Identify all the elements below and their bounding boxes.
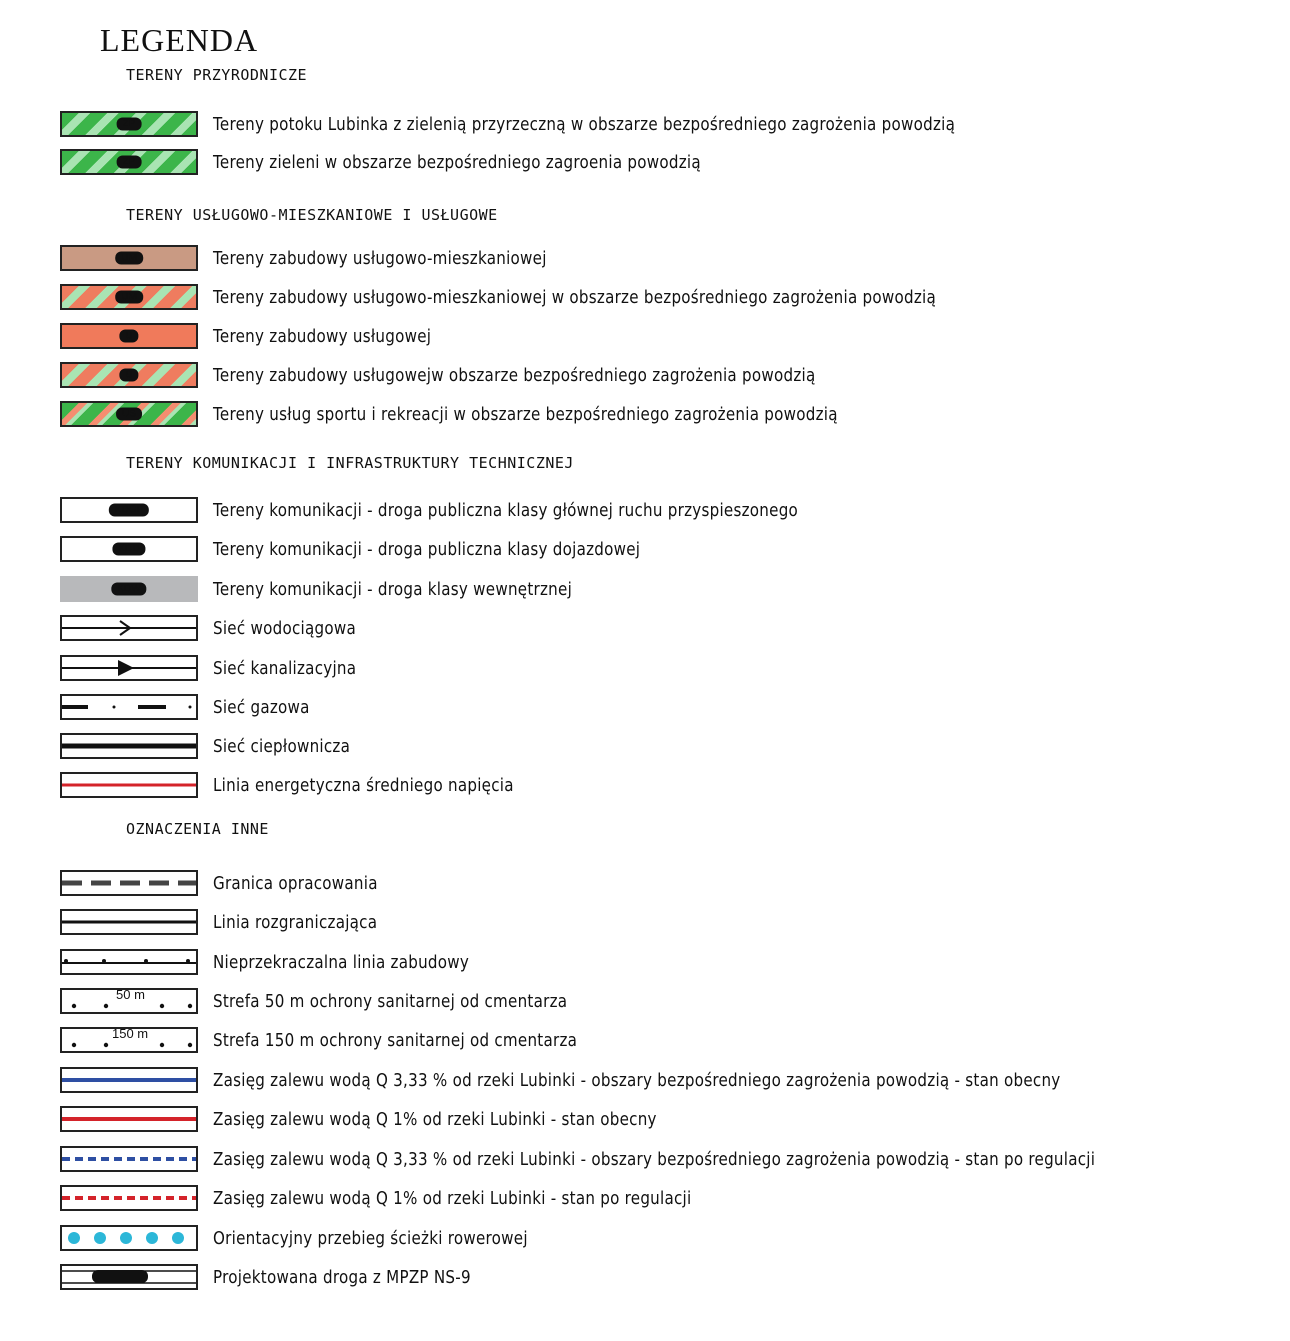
code-label: U [119,369,138,382]
legend-label: Orientacyjny przebieg ścieżki rowerowej [213,1227,528,1249]
salmon-swatch [60,245,198,271]
code-label: UM [115,252,143,265]
section-heading-inne: OZNACZENIA INNE [126,820,269,838]
red-dashed-line-symbol [60,1185,198,1211]
legend-item-demarcation [60,908,409,936]
legend-item-planned-road [60,1263,520,1291]
building-line-symbol [60,949,198,975]
white-road-swatch [60,536,198,562]
legend-label: Granica opracowania [213,872,378,894]
section-heading-komunikacja: TERENY KOMUNIKACJI I INFRASTRUKTURY TECHNICZNEJ [126,454,574,472]
legend-label: Tereny zabudowy usługowejw obszarze bezpośredniego zagrożenia powodzią [213,364,816,386]
legend-label: Tereny usług sportu i rekreacji w obszarze bezpośredniego zagrożenia powodzią [213,403,838,425]
legend-item-boundary [60,869,409,897]
blue-dashed-line-symbol [60,1146,198,1172]
water-network-symbol [60,615,198,641]
legend-item-flood-1-current [60,1105,741,1133]
legend-label: Zasięg zalewu wodą Q 3,33 % od rzeki Lubinki - obszary bezpośredniego zagrożenia powodzią - stan po regulacji [213,1148,1096,1170]
legend-item-flood-1-regulated [60,1184,783,1212]
planned-road-symbol [60,1264,198,1290]
code-label: ZP [117,156,142,169]
legend-label: Sieć kanalizacyjna [213,657,357,679]
legend-label: Zasięg zalewu wodą Q 1% od rzeki Lubinki - stan obecny [213,1108,657,1130]
green-hatch-swatch [60,149,198,175]
legend-item-um [60,244,610,272]
legend-label: Zasięg zalewu wodą Q 1% od rzeki Lubinki - stan po regulacji [213,1187,692,1209]
code-label: KDD [112,543,145,556]
legend-label: Tereny komunikacji - droga publiczna klasy głównej ruchu przyspieszonego [213,499,799,521]
orange-swatch [60,323,198,349]
legend-label: Linia rozgraniczająca [213,911,378,933]
legend-item-u-flood [60,361,930,389]
gas-network-symbol [60,694,198,720]
legend-item-kdd [60,535,722,563]
code-label: UM [115,291,143,304]
legend-label: Sieć wodociągowa [213,617,356,639]
legend-item-um-flood [60,283,1074,311]
legend-label: Zasięg zalewu wodą Q 3,33 % od rzeki Lubinki - obszary bezpośredniego zagrożenia powodzią - stan obecny [213,1069,1061,1091]
legend-label: Tereny zabudowy usługowo-mieszkaniowej [213,247,547,269]
legend-item-flood-333-current [60,1066,1222,1094]
legend-item-cemetery-50 [60,987,635,1015]
legend-title: LEGENDA [100,22,259,58]
cemetery-zone-150-symbol [60,1027,198,1053]
code-label: ZP [117,118,142,131]
code-label: U [119,330,138,343]
legend-label: Strefa 50 m ochrony sanitarnej od cmentarza [213,990,568,1012]
legend-item-zp-flood [60,110,1096,138]
code-label: US [116,408,142,421]
legend-item-zp [60,148,794,176]
legend-label: Strefa 150 m ochrony sanitarnej od cmentarza [213,1029,578,1051]
legend-item-bike-path [60,1224,588,1252]
legend-item-u [60,322,473,350]
legend-item-heat [60,732,376,760]
orange-green-hatch-swatch [60,284,198,310]
legend-label: Tereny komunikacji - droga klasy wewnętrznej [213,578,573,600]
zone-distance-label: 50 m [116,988,145,1002]
orange-green-hatch-swatch [60,362,198,388]
section-heading-przyrodnicze: TERENY PRZYRODNICZE [126,66,308,84]
red-solid-line-symbol [60,1106,198,1132]
sewage-network-symbol [60,655,198,681]
legend-item-sewage [60,654,384,682]
code-label: KDW [111,583,146,596]
zone-distance-label: 150 m [112,1027,149,1041]
legend-label: Tereny komunikacji - droga publiczna klasy dojazdowej [213,538,641,560]
grey-road-swatch [60,576,198,602]
legend-item-us-flood [60,400,957,428]
demarcation-line-symbol [60,909,198,935]
legend-label: Tereny zabudowy usługowo-mieszkaniowej w obszarze bezpośredniego zagrożenia powodzią [213,286,937,308]
legend-label: Nieprzekraczalna linia zabudowy [213,951,470,973]
legend-item-power [60,771,571,799]
legend-item-kdgp [60,496,909,524]
legend-label: Sieć gazowa [213,696,310,718]
legend-item-gas [60,693,328,721]
legend-label: Tereny zabudowy usługowej [213,325,432,347]
legend-item-water [60,614,383,642]
blue-solid-line-symbol [60,1067,198,1093]
section-heading-uslugowe: TERENY USŁUGOWO-MIESZKANIOWE I USŁUGOWE [126,206,498,224]
white-road-swatch [60,497,198,523]
legend-item-kdw [60,575,640,603]
code-label: KDGP [109,504,149,517]
legend-label: Projektowana droga z MPZP NS-9 [213,1266,471,1288]
bike-path-symbol [60,1225,198,1251]
legend-label: Tereny zieleni w obszarze bezpośredniego zagroenia powodzią [213,151,701,173]
legend-item-cemetery-150 [60,1026,647,1054]
green-hatch-swatch [60,111,198,137]
study-boundary-symbol [60,870,198,896]
cemetery-zone-50-symbol [60,988,198,1014]
heat-network-symbol [60,733,198,759]
green-orange-hatch-swatch [60,401,198,427]
legend-label: Sieć ciepłownicza [213,735,351,757]
legend-label: Linia energetyczna średniego napięcia [213,774,514,796]
legend-label: Tereny potoku Lubinka z zielenią przyrzeczną w obszarze bezpośredniego zagrożenia powodzią [213,113,956,135]
filled-arrow-icon [118,660,134,676]
legend-item-flood-333-regulated [60,1145,1263,1173]
power-line-symbol [60,772,198,798]
legend-item-building-line [60,948,518,976]
